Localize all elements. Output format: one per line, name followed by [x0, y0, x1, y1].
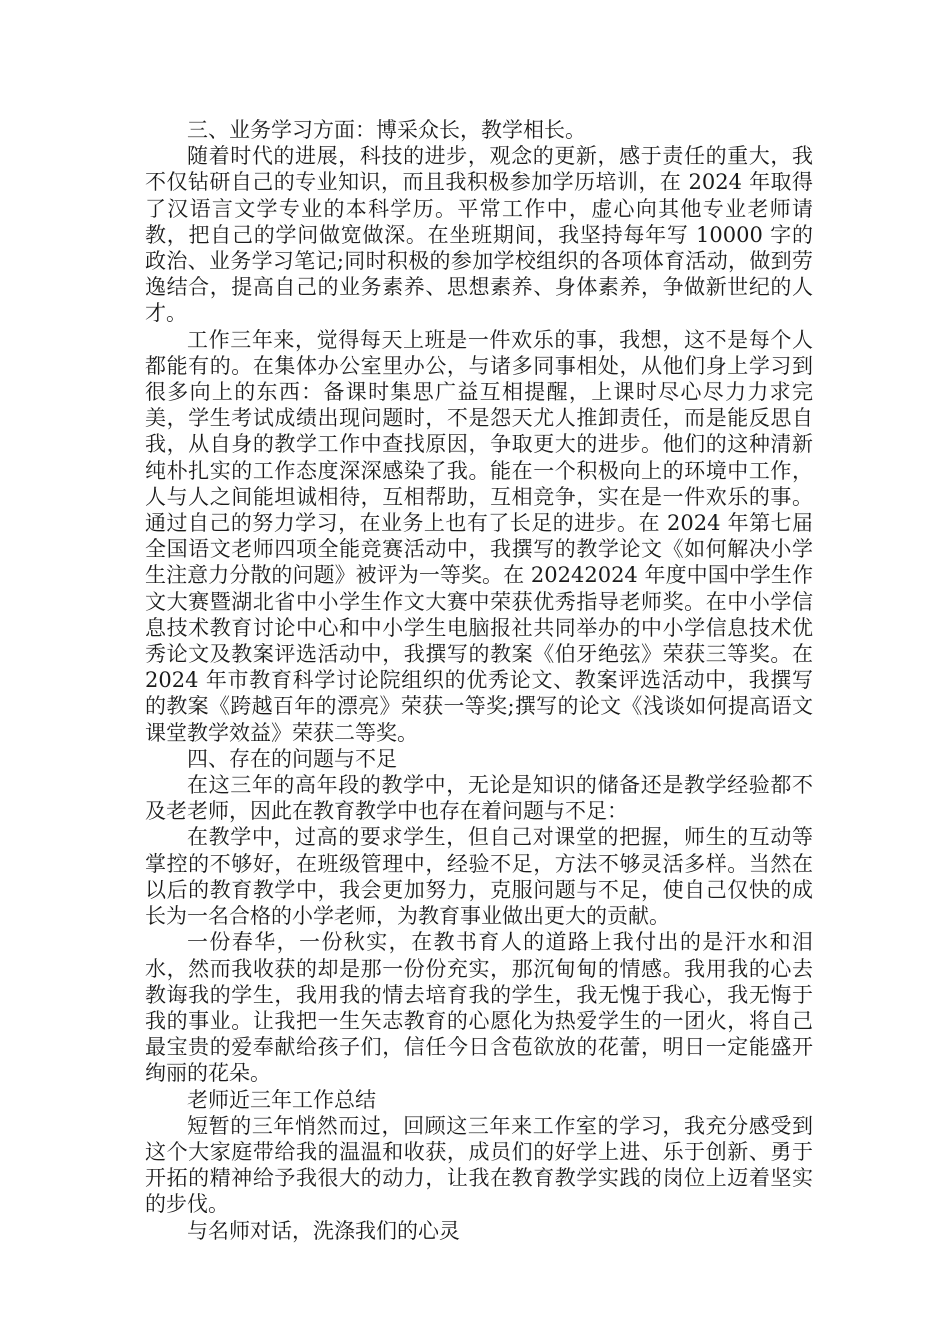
- section-heading-business-study: 三、业务学习方面：博采众长，教学相长。: [187, 118, 586, 142]
- document-page: [145, 117, 813, 1244]
- paragraph-workshop-review: 短暂的三年悄然而过，回顾这三年来工作室的学习，我充分感受到这个大家庭带给我的温温和收获，成员们的好学上进、乐于创新、勇于开拓的精神给予我很大的动力，让我在教育教学实践的岗位上迈着坚实的步伐。: [145, 1113, 813, 1217]
- paragraph-colleagues-and-awards: 工作三年来，觉得每天上班是一件欢乐的事，我想，这不是每个人都能有的。在集体办公室里办公，与诸多同事相处，从他们身上学习到很多向上的东西：备课时集思广益互相提醒，上课时尽心尽力力求完美，学生考试成绩出现问题时，不是怨天尤人推卸责任，而是能反思自我，从自身的教学工作中查找原因，争取更大的进步。他们的这种清新纯朴扎实的工作态度深深感染了我。能在一个积极向上的环境中工作，人与人之间能坦诚相待，互相帮助，互相竞争，实在是一件欢乐的事。通过自己的努力学习，在业务上也有了长足的进步。在 2024 年第七届全国语文老师四项全能竞赛活动中，我撰写的教学论文《如何解决小学生注意力分散的问题》被评为一等奖。在 20242024 年度中国中学生作文大赛暨湖北省中小学生作文大赛中荣获优秀指导老师奖。在中小学信息技术教育讨论中心和中小学生电脑报社共同举办的中小学信息技术优秀论文及教案评选活动中，我撰写的教案《伯牙绝弦》荣获三等奖。在 2024 年市教育科学讨论院组织的优秀论文、教案评选活动中，我撰写的教案《跨越百年的漂亮》荣获一等奖;撰写的论文《浅谈如何提高语文课堂教学效益》荣获二等奖。: [145, 327, 813, 745]
- paragraph-professional-growth: 随着时代的进展，科技的进步，观念的更新，感于责任的重大，我不仅钻研自己的专业知识，而且我积极参加学历培训，在 2024 年取得了汉语言文学专业的本科学历。平常工作中，虚心向其他专业老师请教，把自己的学问做宽做深。在坐班期间，我坚持每年写 10000 字的政治、业务学习笔记;同时积极的参加学校组织的各项体育活动，做到劳逸结合，提高自己的业务素养、思想素养、身体素养，争做新世纪的人才。: [145, 144, 813, 326]
- paragraph-teaching-shortcomings: 在教学中，过高的要求学生，但自己对课堂的把握，师生的互动等掌控的不够好，在班级管理中，经验不足，方法不够灵活多样。当然在以后的教育教学中，我会更加努力，克服问题与不足，使自己仅快的成长为一名合格的小学老师，为教育事业做出更大的贡献。: [145, 825, 813, 929]
- paragraph-reflection: 一份春华，一份秋实，在教书育人的道路上我付出的是汗水和泪水，然而我收获的却是那一份份充实，那沉甸甸的情感。我用我的心去教诲我的学生，我用我的情去培育我的学生，我无愧于我心，我无悔于我的事业。让我把一生矢志教育的心愿化为热爱学生的一团火，将自己最宝贵的爱奉献给孩子们，信任今日含苞欲放的花蕾，明日一定能盛开绚丽的花朵。: [145, 930, 813, 1086]
- section-heading-problems: 四、存在的问题与不足: [187, 746, 397, 771]
- section-heading-dialogue: 与名师对话，洗涤我们的心灵: [187, 1218, 460, 1243]
- paragraph-problems-intro: 在这三年的高年段的教学中，无论是知识的储备还是教学经验都不及老老师，因此在教育教学中也存在着问题与不足：: [145, 773, 813, 824]
- section-heading-summary-title: 老师近三年工作总结: [187, 1087, 376, 1112]
